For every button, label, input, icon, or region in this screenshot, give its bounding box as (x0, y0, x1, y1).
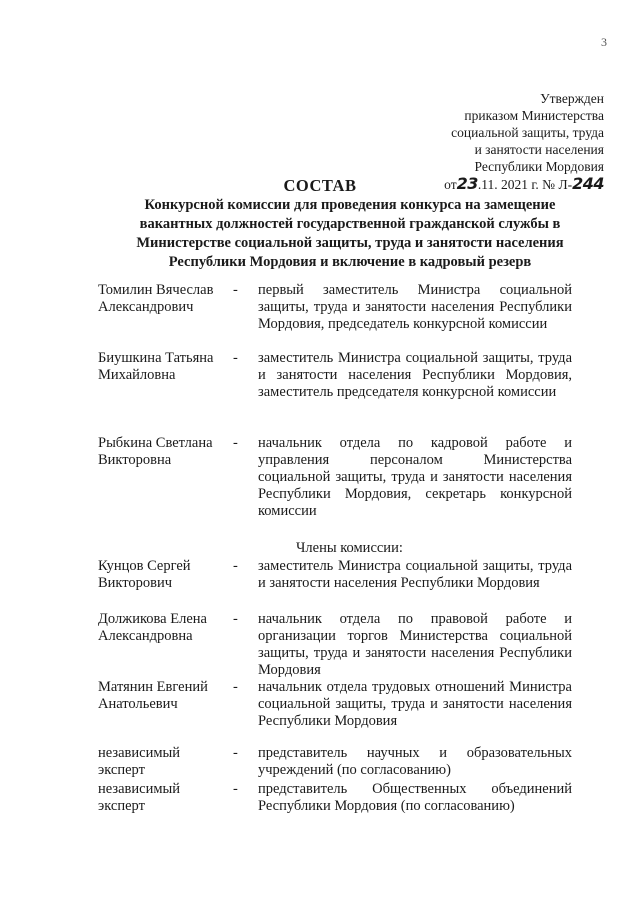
member-dash: - (233, 781, 238, 797)
approval-line: и занятости населения (474, 142, 604, 157)
approval-line: Утвержден (540, 91, 604, 106)
member-dash: - (233, 558, 238, 574)
approval-line: социальной защиты, труда (451, 125, 604, 140)
member-role: заместитель Министра социальной защиты, труда и занятости населения Республики Мордовия (258, 558, 572, 591)
member-role: начальник отдела трудовых отношений Министра социальной защиты, труда и занятости населения Республики Мордовия (258, 679, 572, 729)
member-role: начальник отдела по правовой работе и организации торгов Министерства социальной защиты, труда и занятости населения Республики Мордовия (258, 611, 572, 678)
date-rest: .11. 2021 г. № Л- (477, 177, 573, 192)
member-name: Томилин Вячеслав Александрович (98, 282, 214, 315)
member-name: Кунцов Сергей Викторович (98, 558, 191, 591)
handwritten-day: 23 (456, 174, 478, 193)
member-name: Матянин Евгений Анатольевич (98, 679, 208, 712)
member-name: независимый эксперт (98, 745, 181, 778)
member-role: представитель научных и образовательных учреждений (по согласованию) (258, 745, 572, 778)
member-dash: - (233, 745, 238, 761)
member-role: начальник отдела по кадровой работе и управления персоналом Министерства социальной защиты, труда и занятости населения Республики Мордовия, секретарь конкурсной комиссии (258, 435, 572, 519)
member-dash: - (233, 611, 238, 627)
member-name: Биушкина Татьяна Михайловна (98, 350, 214, 383)
member-name: Рыбкина Светлана Викторовна (98, 435, 213, 468)
member-role: представитель Общественных объединений Республики Мордовия (по согласованию) (258, 781, 572, 814)
document-subtitle: Конкурсной комиссии для проведения конкурса на замещение вакантных должностей государственной гражданской службы в Министерстве социальной защиты, труда и занятости населения Республики Мордовия и включение в кадровый резерв (136, 197, 564, 270)
member-role: первый заместитель Министра социальной защиты, труда и занятости населения Республики Мордовия, председатель конкурсной комиссии (258, 282, 572, 332)
member-dash: - (233, 350, 238, 366)
handwritten-order-number: 244 (572, 174, 604, 193)
member-dash: - (233, 679, 238, 695)
member-role: заместитель Министра социальной защиты, труда и занятости населения Республики Мордовия, заместитель председателя конкурсной комиссии (258, 350, 572, 400)
page-number: 3 (601, 35, 607, 49)
member-name: независимый эксперт (98, 781, 181, 814)
member-dash: - (233, 282, 238, 298)
date-prefix: от (444, 177, 457, 192)
document-title: СОСТАВ (283, 176, 357, 195)
members-header: Члены комиссии: (296, 540, 403, 556)
approval-line: Республики Мордовия (474, 159, 604, 174)
approval-line: приказом Министерства (464, 108, 604, 123)
member-name: Должикова Елена Александровна (98, 611, 207, 644)
member-dash: - (233, 435, 238, 451)
